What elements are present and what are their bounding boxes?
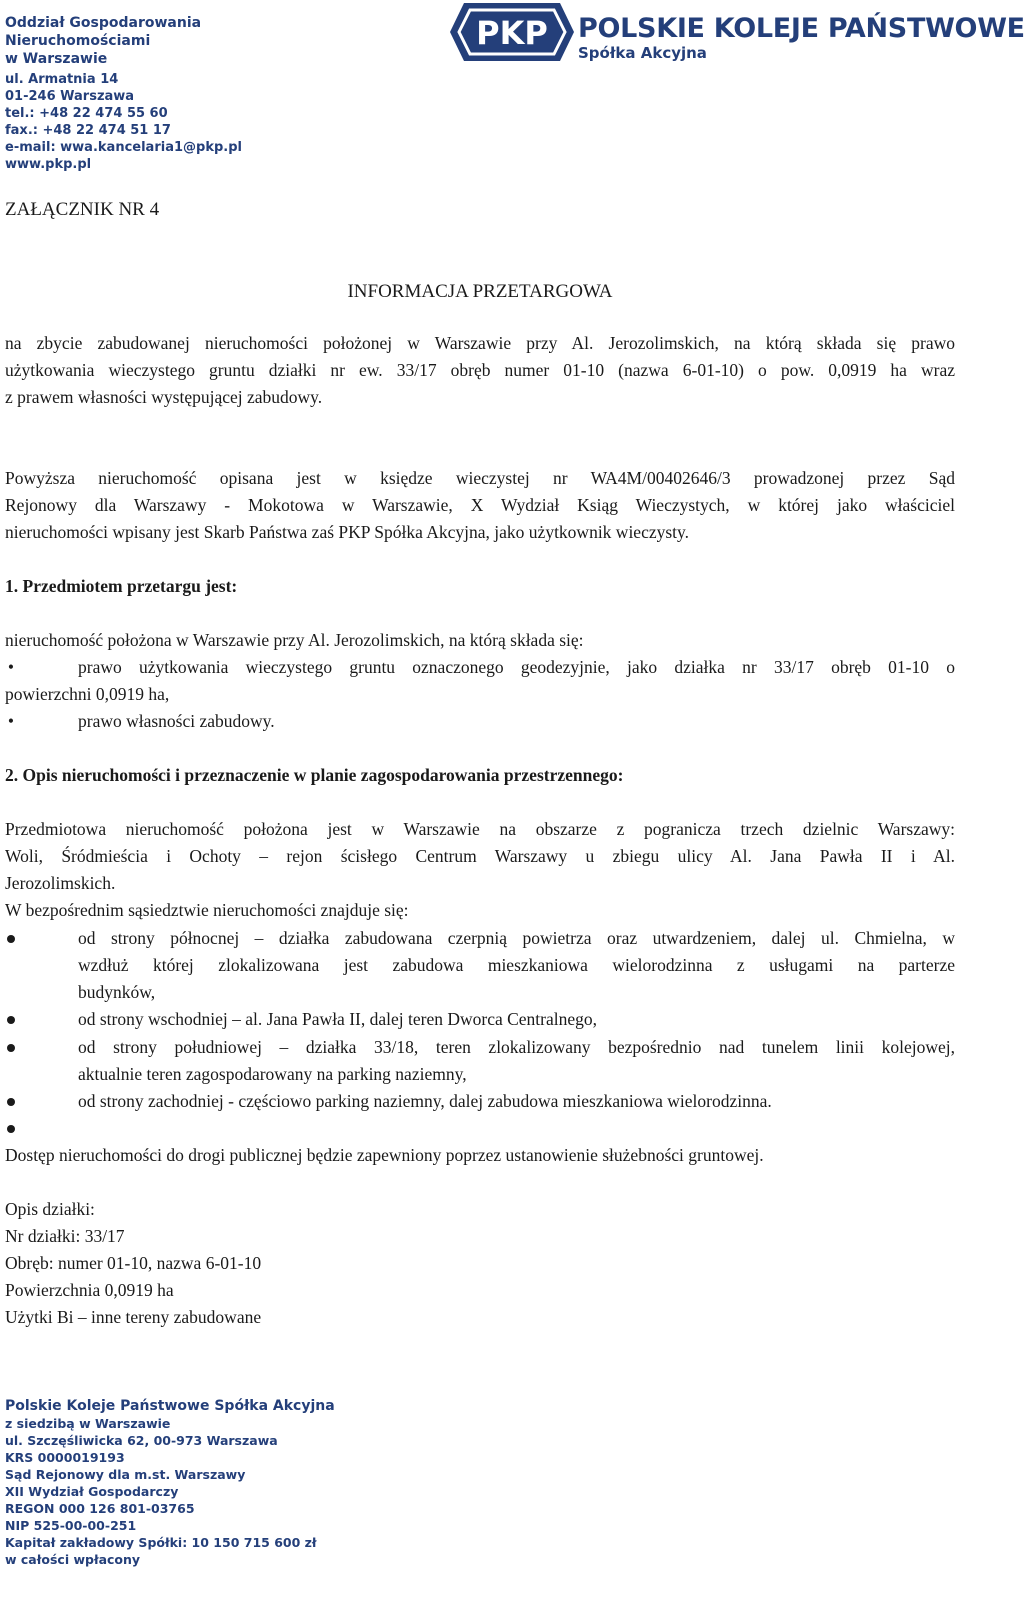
footer-line: XII Wydział Gospodarczy bbox=[5, 1484, 179, 1499]
subject-item-2: prawo własności zabudowy. bbox=[78, 711, 275, 731]
neighbour-east: od strony wschodniej – al. Jana Pawła II, dalej teren Dworca Centralnego, bbox=[78, 1009, 598, 1029]
section-1-lead: nieruchomość położona w Warszawie przy Al. Jerozolimskich, na którą składa się: bbox=[5, 630, 584, 650]
section-2-heading: 2. Opis nieruchomości i przeznaczenie w planie zagospodarowania przestrzennego: bbox=[5, 765, 624, 785]
land-register-line-1: Powyższa nieruchomość opisana jest w księdze wieczystej nr WA4M/00402646/3 prowadzonej przez Sąd bbox=[5, 468, 955, 488]
subject-item-1-continued: powierzchni 0,0919 ha, bbox=[5, 684, 170, 704]
section-1-heading: 1. Przedmiotem przetargu jest: bbox=[5, 576, 238, 596]
company-footer bbox=[5, 1398, 335, 1568]
organization-name-line-1: Oddział Gospodarowania Nieruchomościami bbox=[5, 15, 202, 49]
footer-line: z siedzibą w Warszawie bbox=[5, 1416, 171, 1431]
land-register-line-2: Rejonowy dla Warszawy - Mokotowa w Warszawie, X Wydział Ksiąg Wieczystych, w której jako właściciel bbox=[5, 495, 955, 515]
neighbour-south-line-2: aktualnie teren zagospodarowany na parking naziemny, bbox=[78, 1064, 467, 1084]
document-title: INFORMACJA PRZETARGOWA bbox=[347, 281, 613, 302]
neighbour-north-line-3: budynków, bbox=[78, 982, 156, 1002]
bullet-dot bbox=[7, 935, 15, 943]
bullet-dot bbox=[7, 1016, 15, 1024]
footer-line: KRS 0000019193 bbox=[5, 1450, 125, 1465]
neighbour-north-line-2: wzdłuż której zlokalizowana jest zabudowa mieszkaniowa wielorodzinna z usługami na parterze bbox=[78, 955, 955, 975]
plot-number: Nr działki: 33/17 bbox=[5, 1226, 125, 1246]
footer-line: REGON 000 126 801-03765 bbox=[5, 1501, 195, 1516]
land-register-line-3: nieruchomości wpisany jest Skarb Państwa zaś PKP Spółka Akcyjna, jako użytkownik wieczysty. bbox=[5, 522, 690, 542]
contact-email: e-mail: wwa.kancelaria1@pkp.pl bbox=[5, 140, 242, 155]
footer-line: Kapitał zakładowy Spółki: 10 150 715 600 zł bbox=[5, 1535, 317, 1550]
logo-subtitle: Spółka Akcyjna bbox=[578, 44, 707, 62]
contact-address: ul. Armatnia 14 bbox=[5, 72, 119, 87]
contact-block bbox=[5, 71, 242, 173]
organization-name-line-2: w Warszawie bbox=[5, 51, 108, 67]
bullet-dot bbox=[7, 1125, 15, 1133]
footer-line: Sąd Rejonowy dla m.st. Warszawy bbox=[5, 1467, 246, 1482]
neighbour-north-line-1: od strony północnej – działka zabudowana czerpnią powietrza oraz utwardzeniem, dalej ul. Chmielna, w bbox=[78, 928, 955, 948]
pkp-logo-badge-text: PKP bbox=[476, 14, 548, 52]
organization-name bbox=[5, 14, 325, 68]
contact-fax: fax.: +48 22 474 51 17 bbox=[5, 123, 171, 138]
footer-line: NIP 525-00-00-251 bbox=[5, 1518, 137, 1533]
intro-line-2: użytkowania wieczystego gruntu działki nr ew. 33/17 obręb numer 01-10 (nazwa 6-01-10) o pow. 0,0919 ha wraz bbox=[5, 360, 955, 380]
location-line-2: Woli, Śródmieścia i Ochoty – rejon ścisłego Centrum Warszawy u zbiegu ulicy Al. Jana Pawła II i Al. bbox=[5, 846, 955, 866]
plot-land-use: Użytki Bi – inne tereny zabudowane bbox=[5, 1307, 262, 1327]
location-line-1: Przedmiotowa nieruchomość położona jest w Warszawie na obszarze z pogranicza trzech dzielnic Warszawy: bbox=[5, 819, 955, 839]
footer-line: w całości wpłacony bbox=[5, 1552, 141, 1567]
bullet-dot bbox=[7, 1044, 15, 1052]
logo-wordmark bbox=[578, 14, 1025, 62]
intro-line-1: na zbycie zabudowanej nieruchomości położonej w Warszawie przy Al. Jerozolimskich, na którą składa się prawo bbox=[5, 333, 955, 353]
bullet-marker: • bbox=[7, 657, 15, 677]
public-road-access: Dostęp nieruchomości do drogi publicznej będzie zapewniony poprzez ustanowienie służebności gruntowej. bbox=[5, 1145, 764, 1165]
subject-item-1: prawo użytkowania wieczystego gruntu oznaczonego geodezyjnie, jako działka nr 33/17 obręb 01-10 o bbox=[78, 657, 955, 677]
footer-line: ul. Szczęśliwicka 62, 00-973 Warszawa bbox=[5, 1433, 278, 1448]
neighbour-south-line-1: od strony południowej – działka 33/18, teren zlokalizowany bezpośrednio nad tunelem linii kolejowej, bbox=[78, 1037, 955, 1057]
neighbour-west: od strony zachodniej - częściowo parking naziemny, dalej zabudowa mieszkaniowa wielorodzinna. bbox=[78, 1091, 772, 1111]
logo-title: POLSKIE KOLEJE PAŃSTWOWE bbox=[578, 13, 1025, 44]
contact-city: 01-246 Warszawa bbox=[5, 89, 135, 104]
contact-phone: tel.: +48 22 474 55 60 bbox=[5, 106, 168, 121]
location-line-3: Jerozolimskich. bbox=[5, 873, 116, 893]
plot-area: Powierzchnia 0,0919 ha bbox=[5, 1280, 174, 1300]
footer-company-name: Polskie Koleje Państwowe Spółka Akcyjna bbox=[5, 1398, 335, 1414]
bullet-marker: • bbox=[7, 711, 15, 731]
contact-website: www.pkp.pl bbox=[5, 157, 92, 172]
attachment-label: ZAŁĄCZNIK NR 4 bbox=[5, 199, 160, 220]
plot-heading: Opis działki: bbox=[5, 1199, 95, 1219]
intro-line-3: z prawem własności występującej zabudowy. bbox=[5, 387, 323, 407]
neighbourhood-lead: W bezpośrednim sąsiedztwie nieruchomości znajduje się: bbox=[5, 900, 409, 920]
bullet-dot bbox=[7, 1098, 15, 1106]
plot-precinct: Obręb: numer 01-10, nazwa 6-01-10 bbox=[5, 1253, 262, 1273]
